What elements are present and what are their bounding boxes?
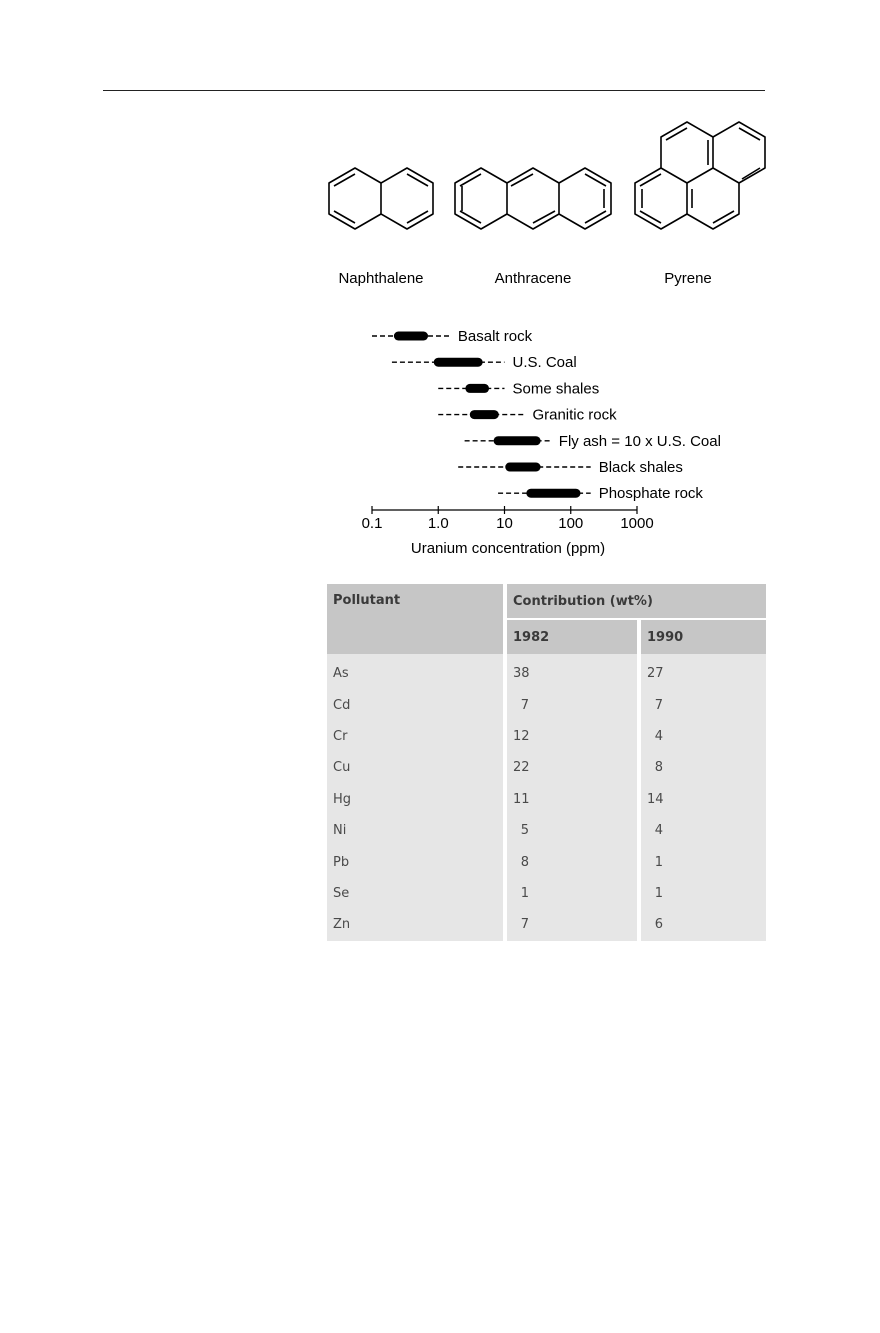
x-tick-label: 1000 <box>620 515 654 532</box>
table-row <box>327 815 766 846</box>
anthracene-label: Anthracene <box>494 270 572 287</box>
series-label: Fly ash = 10 x U.S. Coal <box>558 432 721 450</box>
cell-1982 <box>507 784 637 815</box>
header-pollutant: Pollutant <box>327 584 503 654</box>
cell-pollutant: Zn <box>327 909 503 940</box>
value-1982: 1 <box>520 885 529 901</box>
cell-1990 <box>641 721 766 752</box>
cell-1990 <box>641 784 766 815</box>
cell-1982 <box>507 878 637 909</box>
x-tick-label: 1.0 <box>427 515 449 532</box>
cell-pollutant: Cr <box>327 721 503 752</box>
table-row <box>327 878 766 909</box>
header-1982: 1982 <box>507 618 637 654</box>
cell-pollutant: As <box>327 654 503 689</box>
table-row <box>327 689 766 720</box>
cell-1990 <box>641 909 766 940</box>
table-row <box>327 909 766 940</box>
x-tick-label: 10 <box>496 515 513 532</box>
cell-1982 <box>507 752 637 783</box>
series-label: Basalt rock <box>457 328 533 345</box>
cell-pollutant: Pb <box>327 846 503 877</box>
header-1990: 1990 <box>641 618 766 654</box>
value-1990: 7 <box>654 697 663 713</box>
value-1990: 4 <box>654 728 663 744</box>
value-1990: 1 <box>654 854 663 870</box>
x-tick-label: 0.1 <box>361 515 383 532</box>
table-row <box>327 654 766 689</box>
cell-1990 <box>641 654 766 689</box>
value-1982: 11 <box>513 791 530 807</box>
cell-1982 <box>507 721 637 752</box>
cell-1982 <box>507 689 637 720</box>
cell-1982 <box>507 815 637 846</box>
series-label: Phosphate rock <box>598 485 703 503</box>
cell-1982 <box>507 846 637 877</box>
value-1990: 14 <box>647 791 664 807</box>
value-1990: 6 <box>654 917 663 933</box>
x-tick-label: 100 <box>558 515 584 532</box>
pyrene-label: Pyrene <box>664 270 712 287</box>
value-1982: 7 <box>520 697 529 713</box>
value-1990: 1 <box>654 885 663 901</box>
value-1982: 38 <box>513 666 530 682</box>
cell-pollutant: Hg <box>327 784 503 815</box>
value-1990: 4 <box>654 823 663 839</box>
cell-1990 <box>641 846 766 877</box>
cell-1990 <box>641 878 766 909</box>
naphthalene-label: Naphthalene <box>338 270 424 287</box>
value-1990: 8 <box>654 760 663 776</box>
table-row <box>327 721 766 752</box>
table-row <box>327 784 766 815</box>
uranium-chart <box>0 0 880 580</box>
cell-pollutant: Cu <box>327 752 503 783</box>
value-1982: 12 <box>513 728 530 744</box>
header-contribution: Contribution (wt%) <box>507 584 766 618</box>
table-row <box>327 846 766 877</box>
cell-1982 <box>507 654 637 689</box>
x-axis-label: Uranium concentration (ppm) <box>410 540 606 557</box>
value-1990: 27 <box>647 666 664 682</box>
series-label: U.S. Coal <box>512 354 577 372</box>
cell-1990 <box>641 815 766 846</box>
cell-pollutant: Cd <box>327 689 503 720</box>
series-label: Granitic rock <box>532 406 617 424</box>
cell-pollutant: Se <box>327 878 503 909</box>
cell-1990 <box>641 689 766 720</box>
value-1982: 8 <box>520 854 529 870</box>
cell-pollutant: Ni <box>327 815 503 846</box>
value-1982: 22 <box>513 760 530 776</box>
pollutant-table <box>327 584 766 941</box>
series-label: Black shales <box>598 459 683 476</box>
cell-1982 <box>507 909 637 940</box>
value-1982: 7 <box>520 917 529 933</box>
cell-1990 <box>641 752 766 783</box>
value-1982: 5 <box>520 823 529 839</box>
series-label: Some shales <box>512 380 600 398</box>
table-row <box>327 752 766 783</box>
